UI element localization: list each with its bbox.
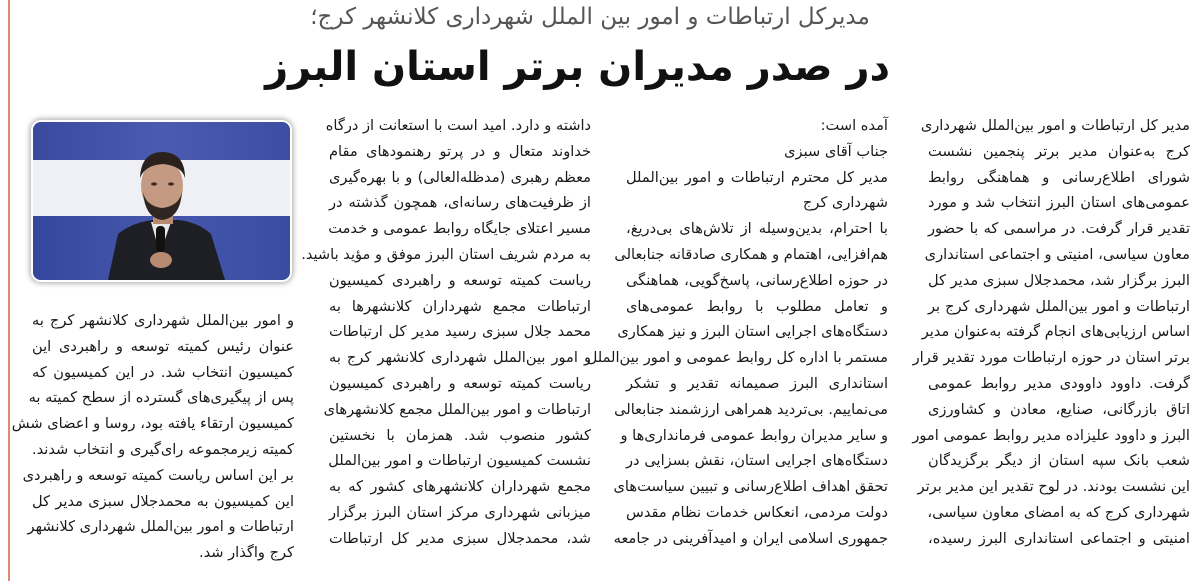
article-line: مسیر اعتلای جایگاه روابط عمومی و خدمت [328,220,591,238]
article-line: استانداری البرز صمیمانه تقدیر و تشکر [626,374,888,392]
article-line: ریاست کمیته توسعه و راهبردی کمیسیون [329,374,591,392]
article-line: خداوند متعال و در پرتو رهنمودهای مقام [329,142,591,160]
article-line: و تعامل مطلوب با روابط عمومی‌های [626,297,888,315]
article-line: این نشست بودند. در لوح تقدیر این مدیر برتر [917,478,1190,496]
article-line: محمد جلال سبزی رسید مدیر کل ارتباطات [329,323,591,341]
article-line: کشور منصوب شد. همزمان با نخستین [329,426,591,444]
article-line: با احترام، بدین‌وسیله از تلاش‌های بی‌دریغ، [626,220,888,238]
article-line: دستگاه‌های اجرایی استان البرز و نیز همکاری [617,323,888,341]
article-line: کمیسیون انتخاب شد. در این کمیسیون که [32,363,294,381]
article-line: و امور بین‌الملل شهرداری کلانشهر کرج به [329,349,591,367]
article-line: جناب آقای سبزی [784,142,888,160]
article-line: اساس ارزیابی‌های انجام گرفته به‌عنوان مدیر [921,323,1190,341]
article-kicker: مدیرکل ارتباطات و امور بین الملل شهرداری کلانشهر کرج؛ [310,4,870,30]
article-line: تقدیر قرار گرفت. در مراسمی که با حضور [928,220,1190,238]
article-line: این کمیسیون به محمدجلال سبزی مدیر کل [32,492,294,510]
article-line: دستگاه‌های اجرایی استان، نقش بسزایی در [626,452,888,470]
article-headline: در صدر مدیران برتر استان البرز [265,44,890,90]
article-line: عمومی‌های استان البرز انتخاب شد و مورد [928,194,1190,212]
article-line: هم‌افزایی، اهتمام و همکاری صادقانه جنابعالی [614,245,888,263]
article-line: کمیته زیرمجموعه رای‌گیری و انتخاب شدند. [32,440,294,458]
article-line: مستمر با اداره کل روابط عمومی و امور بین‌الملل [586,349,888,367]
article-line: و سایر مدیران روابط عمومی فرمانداری‌ها و [620,426,888,444]
article-line: تحقق اهداف اطلاع‌رسانی و تبیین سیاست‌های [613,478,888,496]
margin-rule [8,0,10,581]
article-line: البرز و داوود علیزاده مدیر روابط عمومی امور [912,426,1190,444]
article-line: از ظرفیت‌های رسانه‌ای، همچون گذشته در [329,194,591,212]
article-line: مدیر کل ارتباطات و امور بین‌الملل شهرداری [920,117,1190,134]
article-line: عنوان رئیس کمیته توسعه و راهبردی این [32,337,294,355]
article-line: ارتباطات و امور بین‌الملل شهرداری کلانشهر [27,518,294,536]
article-line: کرج واگذار شد. [198,544,294,562]
article-line: به مردم شریف استان البرز موفق و مؤید باشید. [301,245,591,263]
article-line: پس از پیگیری‌های گسترده از سطح کمیته به [28,389,294,407]
article-line: اتاق بازرگانی، صنایع، معادن و کشاورزی [928,400,1190,418]
article-line: معاون سیاسی، امنیتی و اجتماعی استانداری [924,245,1190,263]
article-line: معظم رهبری (مدظله‌العالی) و با بهره‌گیری [329,168,591,186]
article-line: ارتباطات مجمع شهرداران کلانشهرها به [329,297,591,315]
article-line: شهرداری کرج [802,194,888,212]
article-line: جمهوری اسلامی ایران و امیدآفرینی در جامعه [613,529,888,547]
article-line: مدیر کل محترم ارتباطات و امور بین‌الملل [626,168,888,186]
article-column-4 [11,308,294,566]
article-line: شهرداری کرج که به امضای معاون سیاسی، [927,503,1190,521]
article-line: ارتباطات و امور بین‌الملل مجمع کلانشهرهای [323,400,591,418]
article-line: کرج به‌عنوان مدیر برتر پنجمین نشست [928,142,1190,160]
article-line: در حوزه اطلاع‌رسانی، پاسخ‌گویی، هماهنگی [626,271,888,289]
article-line: البرز برگزار شد، محمدجلال سبزی مدیر کل [927,271,1190,289]
article-line: و امور بین‌الملل شهرداری کلانشهر کرج به [32,312,294,329]
article-line: برتر استان در حوزه ارتباطات مورد تقدیر قرار [912,349,1190,367]
article-line: شد، محمدجلال سبزی مدیر کل ارتباطات [329,529,591,547]
article-column-2 [586,113,888,552]
article-line: کمیسیون ارتقاء یافته بود، روسا و اعضای شش [11,415,294,433]
article-line: نشست کمیسیون ارتباطات و امور بین‌الملل [328,452,591,470]
article-line: میزبانی شهرداری مرکز استان البرز برگزار [329,503,591,521]
speaker-figure [33,122,290,280]
article-column-3 [301,113,591,552]
article-photo [33,122,290,280]
article-line: ریاست کمیته توسعه و راهبردی کمیسیون [329,271,591,289]
article-line: شورای اطلاع‌رسانی و هماهنگی روابط [928,168,1190,186]
article-line: می‌نماییم. بی‌تردید همراهی ارزشمند جنابعالی [614,400,888,418]
article-line: آمده است: [820,117,888,134]
article-line: بر این اساس ریاست کمیته توسعه و راهبردی [22,466,294,484]
article-line: گرفت. داوود داوودی مدیر روابط عمومی [928,374,1190,392]
article-line: مجمع شهرداران کلانشهرهای کشور که به [329,478,591,496]
article-line: ارتباطات و امور بین‌الملل شهرداری کرج بر [928,297,1190,315]
article-line: امنیتی و اجتماعی استانداری البرز رسیده، [928,529,1190,547]
article-line: دولت مردمی، انعکاس خدمات نظام مقدس [626,503,888,521]
article-column-1 [912,113,1190,552]
article-line: شعب بانک سپه استان از دیگر برگزیدگان [928,452,1190,470]
article-line: داشته و دارد. امید است با استعانت از درگاه [325,117,591,134]
